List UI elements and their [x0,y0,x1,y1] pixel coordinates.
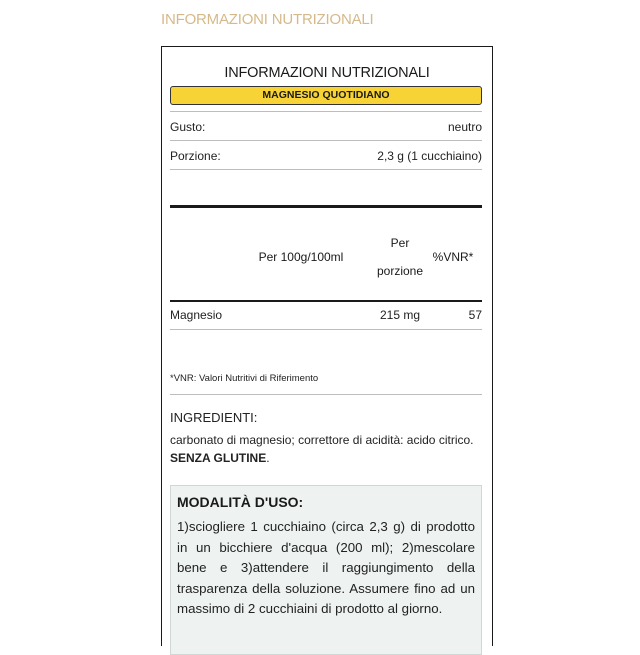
divider [170,140,482,141]
row-portion-value: 2,3 g (1 cucchiaino) [377,149,482,163]
header-per-portion-line2: porzione [376,264,424,278]
table-row [170,308,482,322]
row-portion-label: Porzione: [170,149,221,163]
nutrition-label [161,46,493,646]
row-flavor-label: Gusto: [170,120,206,134]
product-name-bar: MAGNESIO QUOTIDIANO [170,86,482,105]
row-flavor [170,120,482,134]
usage-box [170,485,482,655]
nutrient-vnr: 57 [468,308,482,322]
nutrient-per-portion: 215 mg [379,308,420,322]
table-top-rule [170,205,482,208]
header-per-100: Per 100g/100ml [258,250,344,264]
header-vnr: %VNR* [432,250,474,264]
divider [170,111,482,112]
ingredients-title: INGREDIENTI: [170,410,258,425]
row-portion [170,149,482,163]
usage-text: 1)sciogliere 1 cucchiaino (circa 2,3 g) di prodotto in un bicchiere d'acqua (200 ml); 2)mescolare bene e 3)attendere il raggiungimento della trasparenza della soluzione. Assumere fino ad un massimo di 2 cucchiaini di prodotto al giorno. [177,519,475,616]
divider [170,394,482,395]
gluten-free-note: SENZA GLUTINE [170,451,267,465]
divider [170,329,482,330]
label-title: INFORMAZIONI NUTRIZIONALI [224,65,430,81]
nutrient-name: Magnesio [170,308,223,322]
table-header-rule [170,300,482,302]
usage-title: MODALITÀ D'USO: [177,494,304,510]
ingredients-list: carbonato di magnesio; correttore di acidità: acido citrico. [170,433,474,447]
row-flavor-value: neutro [447,120,482,134]
divider [170,169,482,170]
header-per-portion-line1: Per [390,236,410,250]
ingredients-trailing: . [266,451,270,465]
section-heading: INFORMAZIONI NUTRIZIONALI [161,11,374,28]
footnote: *VNR: Valori Nutritivi di Riferimento [170,373,319,384]
ingredients-text [170,431,492,467]
